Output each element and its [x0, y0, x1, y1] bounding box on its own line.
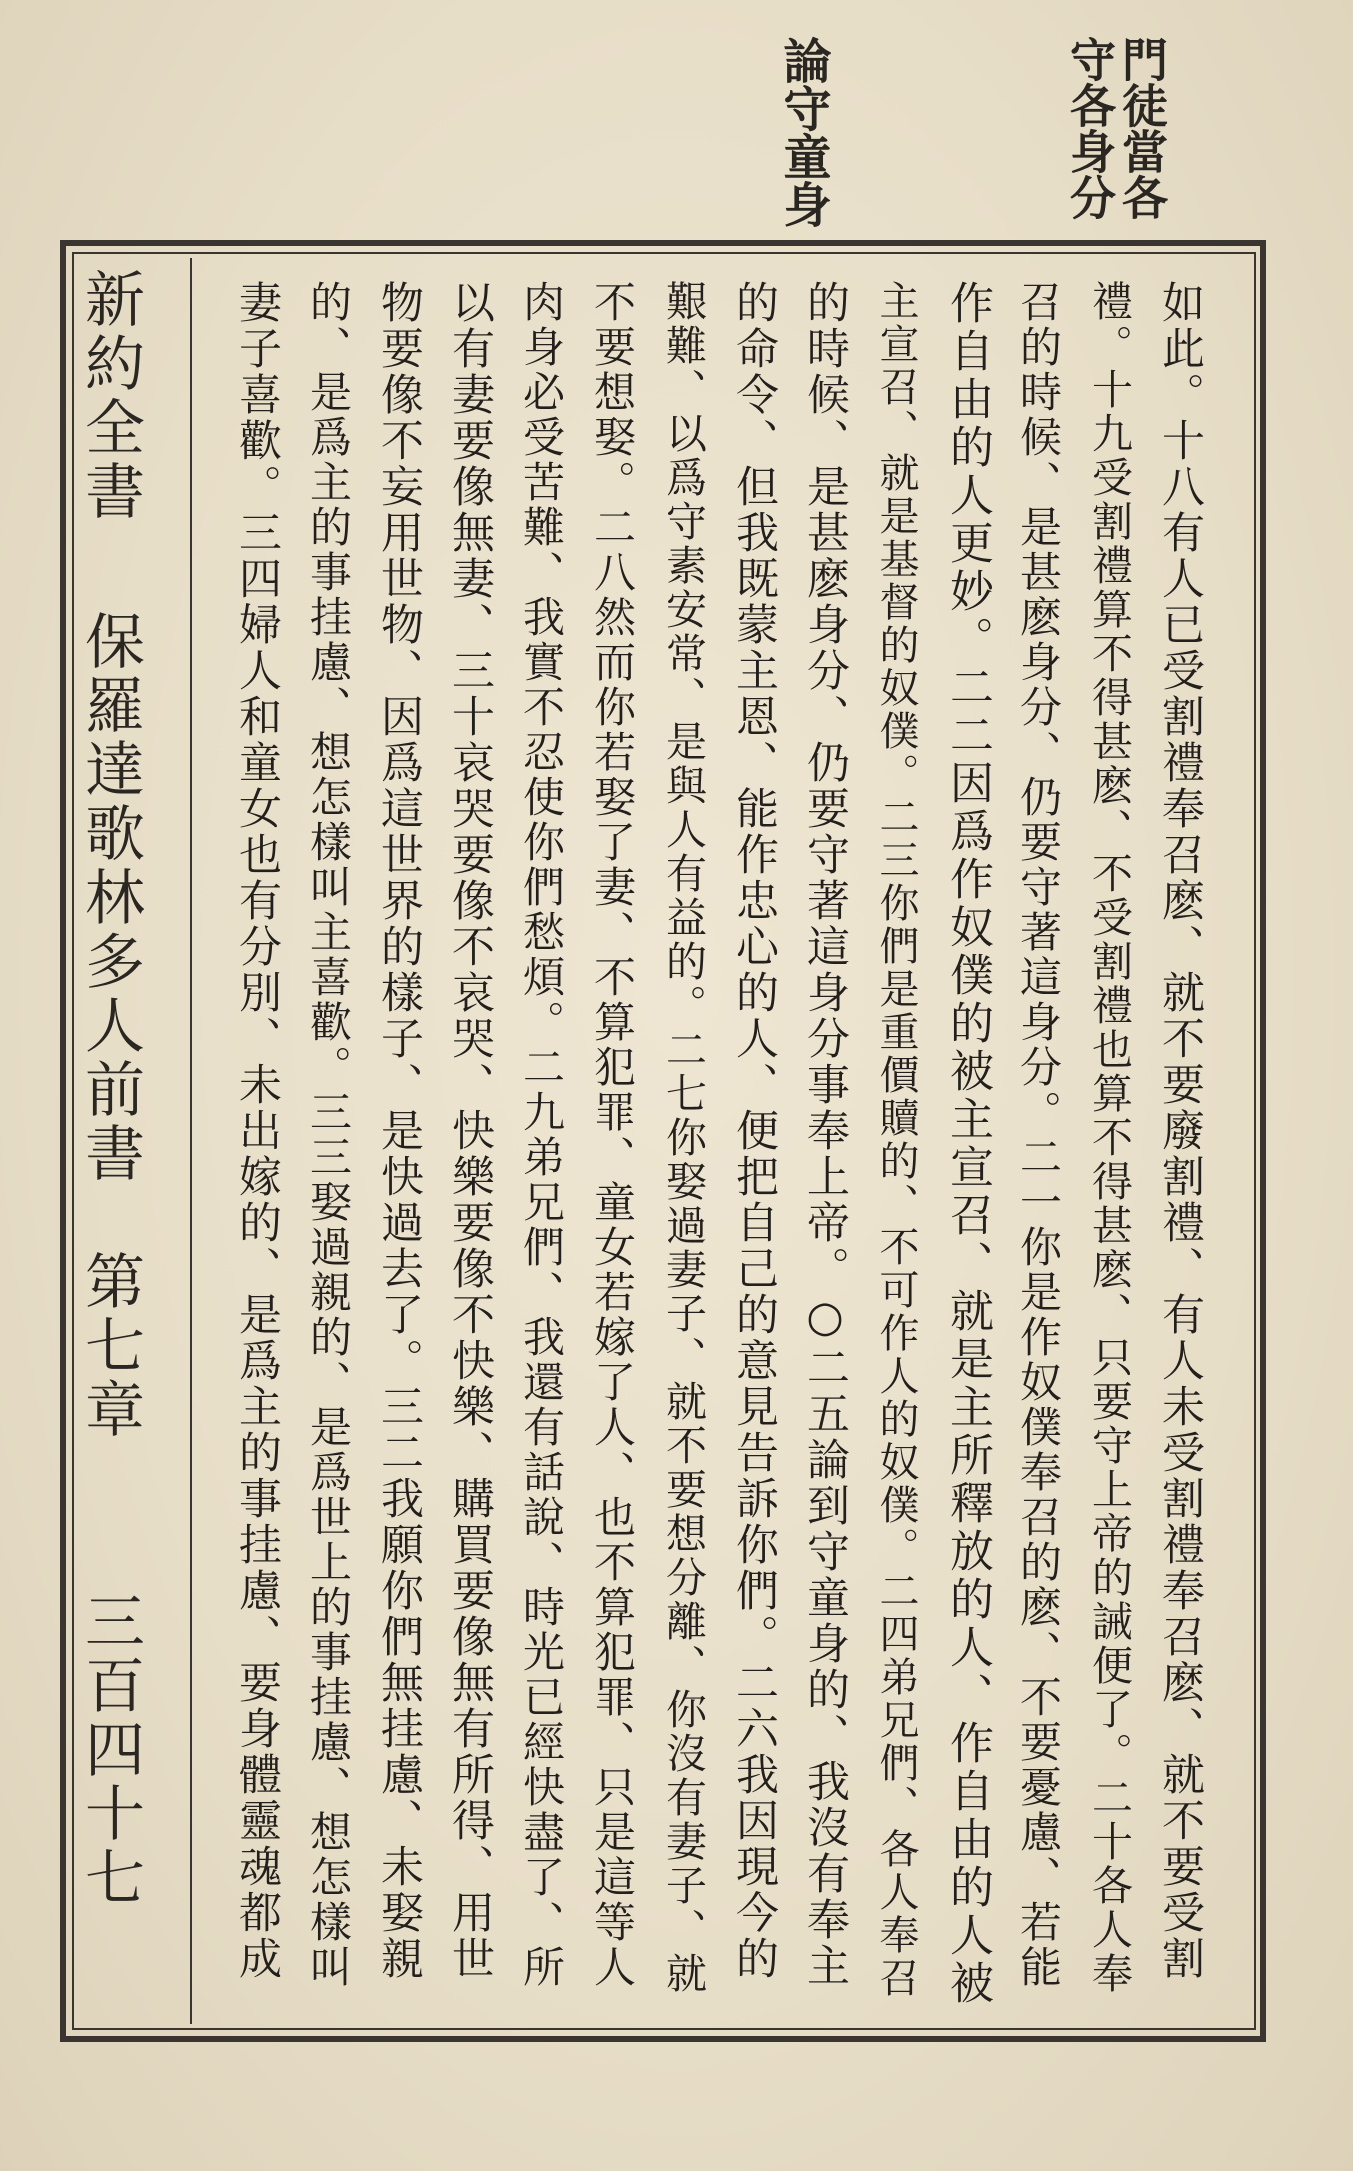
text-column-2: 禮。十九受割禮算不得甚麽、不受割禮也算不得甚麽、只要守上帝的誡便了。二十各人奉: [1085, 280, 1133, 1996]
text-column-1: 如此。十八有人已受割禮奉召麽、就不要廢割禮、有人未受割禮奉召麽、就不要受割: [1155, 280, 1205, 1982]
text-column-9: 不要想娶。二八然而你若娶了妻、不算犯罪、童女若嫁了人、也不算犯罪、只是這等人: [588, 280, 637, 1990]
section-heading-virginity: 論守童身: [775, 36, 831, 228]
text-column-4: 作自由的人更妙。二二因爲作奴僕的被主宣召、就是主所釋放的人、作自由的人被: [942, 280, 993, 2008]
text-column-5: 主宣召、就是基督的奴僕。二三你們是重價贖的、不可作人的奴僕。二四弟兄們、各人奉召: [873, 280, 919, 2000]
text-column-14: 妻子喜歡。三四婦人和童女也有分別、未出嫁的、是爲主的事挂慮、要身體靈魂都成: [232, 280, 282, 1982]
margin-divider: [190, 258, 192, 2024]
chapter-heading: 保羅達歌林多人前書 第七章: [75, 610, 145, 1442]
text-column-10: 肉身必受苦難、我實不忍使你們愁煩。二九弟兄們、我還有話說、時光已經快盡了、所: [517, 280, 566, 1990]
text-column-13: 的、是爲主的事挂慮、想怎樣叫主喜歡。三三娶過親的、是爲世上的事挂慮、想怎樣叫: [304, 280, 353, 1990]
text-column-8: 艱難、以爲守素安常、是與人有益的。二七你娶過妻子、就不要想分離、你沒有妻子、就: [659, 280, 707, 1996]
text-column-6: 的時候、是甚麽身分、仍要守著這身分事奉上帝。○二五論到守童身的、我沒有奉主: [800, 280, 850, 1989]
text-column-12: 物要像不妄用世物、因爲這世界的樣子、是快過去了。三二我願你們無挂慮、未娶親: [374, 280, 424, 1982]
page-number: 三百四十七: [75, 1590, 145, 1910]
book-title: 新約全書: [75, 268, 145, 524]
text-column-11: 以有妻要像無妻、三十哀哭要像不哀哭、快樂要像不快樂、購買要像無有所得、用世: [445, 280, 495, 1982]
section-heading-duty: 門徒當各守各身分: [1063, 36, 1169, 220]
bleed-through: [210, 40, 272, 100]
text-column-7: 的命令、但我既蒙主恩、能作忠心的人、便把自己的意見告訴你們。二六我因現今的: [729, 280, 779, 1982]
text-column-3: 召的時候、是甚麽身分、仍要守著這身分。二一你是作奴僕奉召的麽、不要憂慮、若能: [1014, 280, 1063, 1990]
